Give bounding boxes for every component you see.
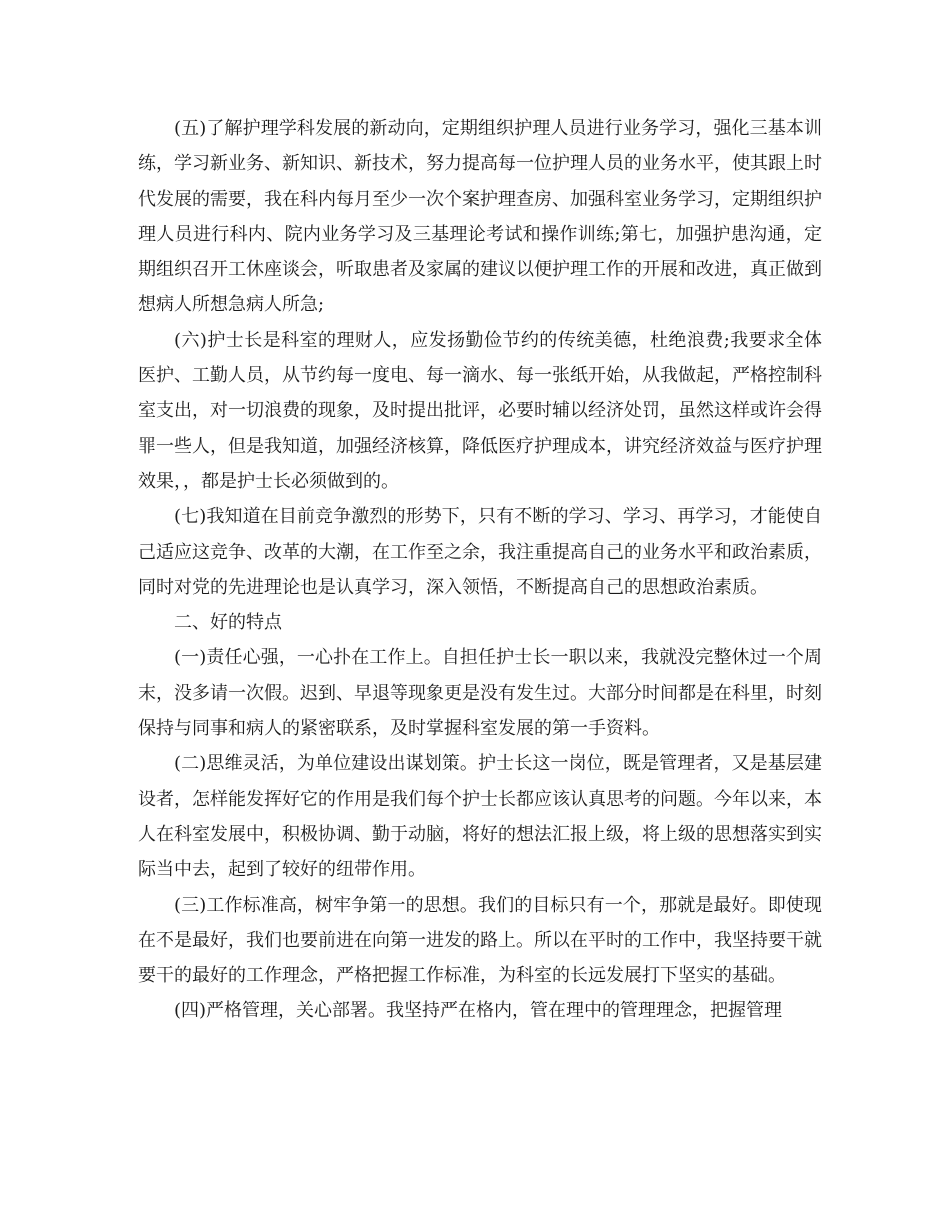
section-heading-good-traits: 二、好的特点 xyxy=(174,612,282,634)
paragraph-section-6: (六)护士长是科室的理财人，应发扬勤俭节约的传统美德，杜绝浪费;我要求全体医护、工勤人员，从节约每一度电、每一滴水、每一张纸开始，从我做起，严格控制科室支出，对一切浪费的现象，及时提出批评，必要时辅以经济处罚，虽然这样或许会得罪一些人，但是我知道，加强经济核算，降低医疗护理成本，讲究经济效益与医疗护理效果，，都是护士长必须做到的。 xyxy=(138,329,822,492)
document-body xyxy=(138,111,822,1029)
paragraph-section-5: (五)了解护理学科发展的新动向，定期组织护理人员进行业务学习，强化三基本训练，学习新业务、新知识、新技术，努力提高每一位护理人员的业务水平，使其跟上时代发展的需要，我在科内每月至少一次个案护理查房、加强科室业务学习，定期组织护理人员进行科内、院内业务学习及三基理论考试和操作训练;第七，加强护患沟通，定期组织召开工休座谈会，听取患者及家属的建议以便护理工作的开展和改进，真正做到想病人所想急病人所急; xyxy=(138,118,822,316)
paragraph-trait-2: (二)思维灵活，为单位建设出谋划策。护士长这一岗位，既是管理者，又是基层建设者，怎样能发挥好它的作用是我们每个护士长都应该认真思考的问题。今年以来，本人在科室发展中，积极协调、勤于动脑，将好的想法汇报上级，将上级的思想落实到实际当中去，起到了较好的纽带作用。 xyxy=(138,753,822,881)
paragraph-trait-1: (一)责任心强，一心扑在工作上。自担任护士长一职以来，我就没完整休过一个周末，没多请一次假。迟到、早退等现象更是没有发生过。大部分时间都是在科里，时刻保持与同事和病人的紧密联系，及时掌握科室发展的第一手资料。 xyxy=(138,647,822,740)
paragraph-trait-4: (四)严格管理，关心部署。我坚持严在格内，管在理中的管理理念，把握管理 xyxy=(174,1000,783,1022)
paragraph-section-7: (七)我知道在目前竞争激烈的形势下，只有不断的学习、学习、再学习，才能使自己适应这竞争、改革的大潮，在工作至之余，我注重提高自己的业务水平和政治素质，同时对党的先进理论也是认真学习，深入领悟，不断提高自己的思想政治素质。 xyxy=(138,506,822,598)
paragraph-trait-3: (三)工作标准高，树牢争第一的思想。我们的目标只有一个，那就是最好。即使现在不是最好，我们也要前进在向第一进发的路上。所以在平时的工作中，我坚持要干就要干的最好的工作理念，严格把握工作标准，为科室的长远发展打下坚实的基础。 xyxy=(138,894,822,987)
